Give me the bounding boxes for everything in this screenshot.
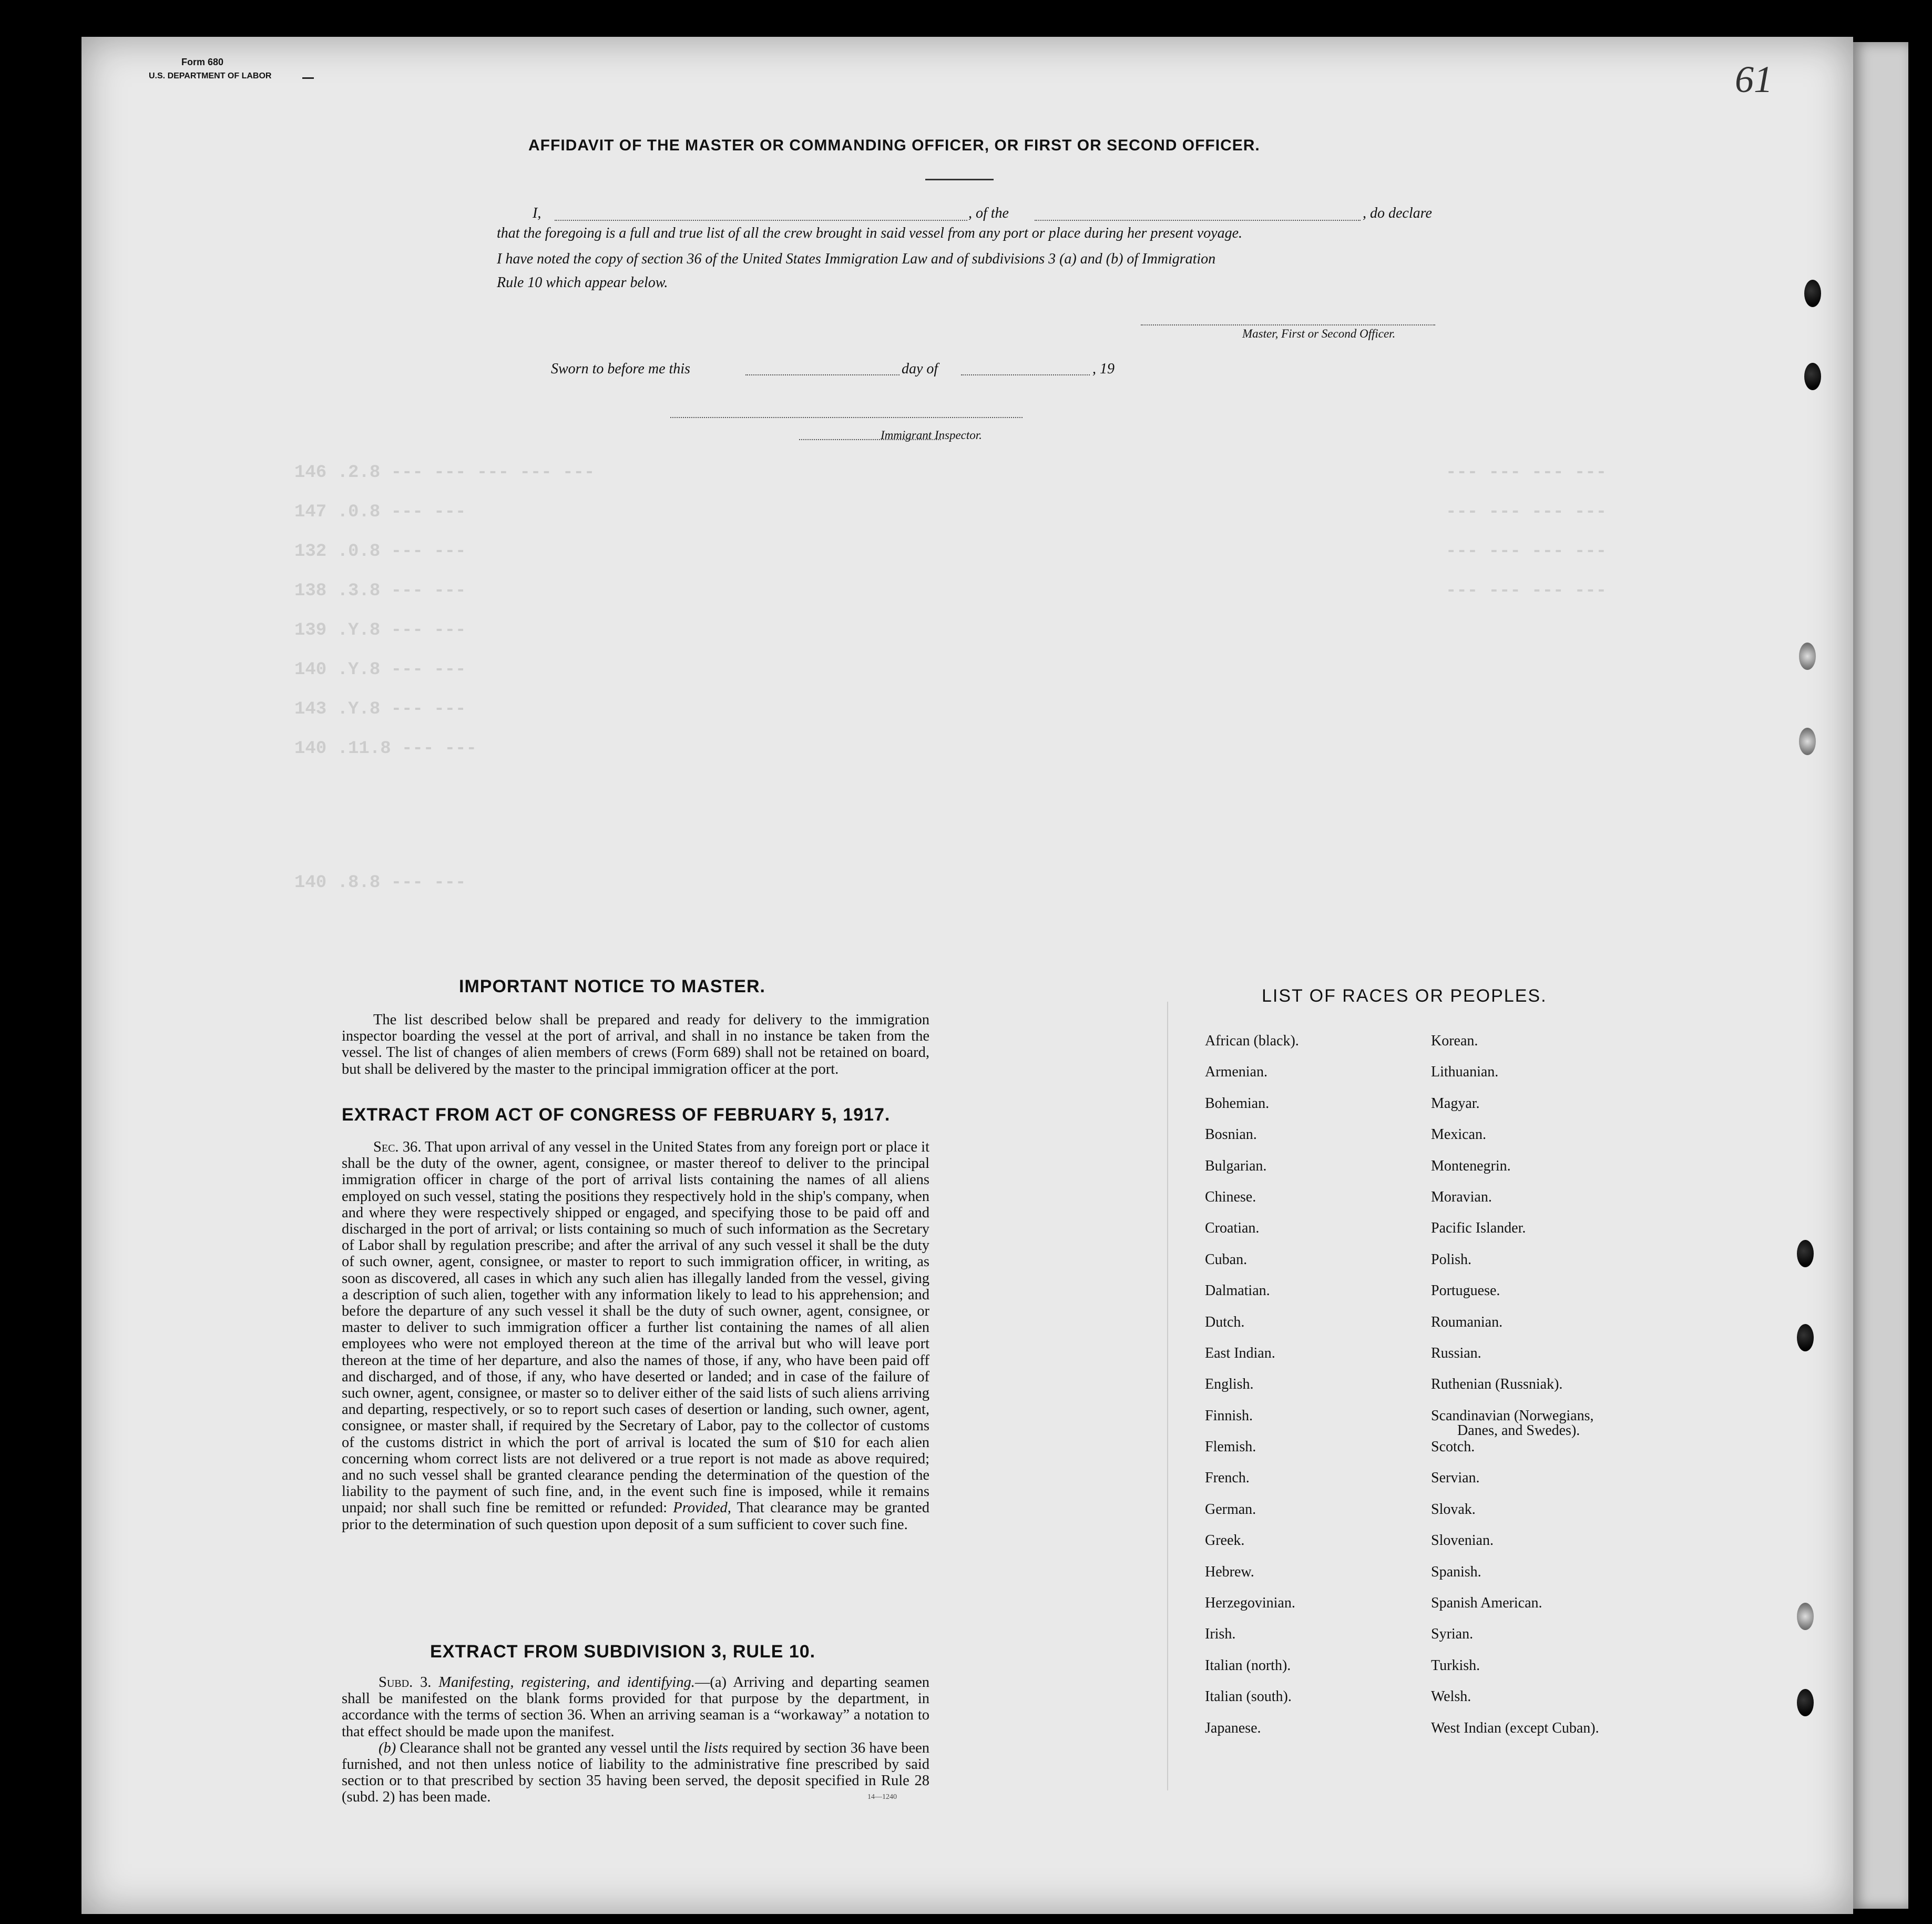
race-item: Spanish. [1431,1563,1481,1580]
declaration-line: Rule 10 which appear below. [497,274,668,291]
bleed-through-row: 139 .Y.8 --- --- [294,620,466,640]
paragraph-b-label: (b) [379,1739,396,1756]
master-signature-blank [1141,324,1435,325]
binder-hole [1799,728,1816,755]
provided-word: Provided, [673,1500,731,1516]
rule-extract-text [342,1674,929,1806]
inspector-label: Immigrant Inspector. [881,429,982,442]
race-item: Cuban. [1205,1251,1248,1268]
race-item: Dutch. [1205,1314,1245,1330]
binder-hole [1799,643,1816,670]
race-item: Japanese. [1205,1719,1261,1736]
race-item: Magyar. [1431,1095,1480,1112]
bleed-through-row: --- --- --- --- [1446,463,1607,483]
race-item: Montenegrin. [1431,1157,1511,1174]
race-item: Scotch. [1431,1439,1475,1455]
race-item: Servian. [1431,1470,1480,1487]
race-item: Ruthenian (Russniak). [1431,1376,1563,1393]
declaration-line: I have noted the copy of section 36 of the United States Immigration Law and of subdivisions 3 (a) and (b) of Immigration [497,251,1216,267]
binder-hole [1797,1240,1814,1267]
race-item: Bulgarian. [1205,1157,1267,1174]
bleed-through-row: 140 .8.8 --- --- [294,873,466,893]
race-item: Danes, and Swedes). [1457,1422,1580,1439]
divider [302,77,314,79]
column-divider [1167,1002,1168,1790]
inspector-signature-blank [670,417,1023,418]
race-item: Mexican. [1431,1126,1486,1143]
notice-text [342,1012,929,1077]
race-item: French. [1205,1470,1250,1487]
race-item: East Indian. [1205,1345,1275,1361]
rule-extract-title: EXTRACT FROM SUBDIVISION 3, RULE 10. [430,1642,816,1662]
bleed-through-row: 140 .Y.8 --- --- [294,660,466,680]
race-item: Chinese. [1205,1188,1256,1205]
vessel-blank [1035,220,1361,221]
race-item: Slovenian. [1431,1532,1494,1549]
sworn-day-blank [745,374,899,375]
binder-hole [1797,1689,1814,1716]
race-item: African (black). [1205,1033,1299,1049]
race-item: Pacific Islander. [1431,1220,1526,1237]
race-item: Portuguese. [1431,1282,1500,1299]
race-item: Lithuanian. [1431,1064,1499,1081]
declaration-mid: , of the [968,205,1009,221]
race-item: Syrian. [1431,1626,1474,1643]
notice-title: IMPORTANT NOTICE TO MASTER. [459,976,765,996]
binder-hole [1797,1324,1814,1351]
bleed-through-row: 132 .0.8 --- --- [294,542,466,562]
bleed-through-row: 147 .0.8 --- --- [294,502,466,522]
races-title: LIST OF RACES OR PEOPLES. [1262,986,1547,1006]
name-blank [555,220,967,221]
race-item: Italian (north). [1205,1657,1291,1674]
binder-hole [1797,1603,1814,1630]
race-item: Bosnian. [1205,1126,1257,1143]
act-extract-title: EXTRACT FROM ACT OF CONGRESS OF FEBRUARY 5, 1917. [342,1105,891,1125]
race-item: Armenian. [1205,1064,1267,1081]
race-item: Scandinavian (Norwegians, [1431,1407,1594,1424]
race-item: Korean. [1431,1033,1478,1049]
master-signature-label: Master, First or Second Officer. [1242,327,1396,340]
page-edge [1853,42,1908,1909]
bleed-through-row: 143 .Y.8 --- --- [294,699,466,719]
race-item: Hebrew. [1205,1563,1254,1580]
race-item: English. [1205,1376,1254,1393]
bleed-through-row: --- --- --- --- [1446,542,1607,562]
race-item: Italian (south). [1205,1688,1292,1705]
section-label: Sec. 36. [373,1139,422,1155]
printer-mark: 14—1240 [867,1793,897,1801]
paragraph-a: —(a) Arriving and departing seamen shall be manifested on the blank forms provided for that purpose by the department, in accordance with the terms of section 36. When an arriving seaman is a “workaway” a notation to that effect should be made upon the manifest. [342,1674,929,1740]
race-item: West Indian (except Cuban). [1431,1719,1599,1736]
bleed-through-row: --- --- --- --- [1446,502,1607,522]
sworn-year: , 19 [1092,361,1115,377]
notice-paragraph: The list described below shall be prepared and ready for delivery to the immigration inspector boarding the vessel at the port of arrival, and shall in no instance be taken from the vessel. The list of changes of alien members of crews (Form 689) shall not be retained on board, but shall be delivered by the master to the principal immigration officer at the port. [342,1012,929,1077]
act-paragraph-end: That clearance may be granted prior to the determination of such question upon deposit of a sum sufficient to cover such fine. [342,1500,929,1533]
race-item: German. [1205,1501,1256,1518]
subdivision-heading: Manifesting, registering, and identifying. [438,1674,695,1691]
race-item: Russian. [1431,1345,1481,1361]
bleed-through-row: 138 .3.8 --- --- [294,581,466,601]
page-number: 61 [1735,58,1773,100]
sworn-month-blank [961,374,1090,375]
declaration-line: that the foregoing is a full and true list of all the crew brought in said vessel from any port or place during her present voyage. [497,225,1243,241]
binder-hole [1804,363,1821,390]
bleed-through-row: --- --- --- --- [1446,581,1607,601]
declaration-prefix: I, [533,205,541,221]
races-column-2 [1431,1033,1599,1751]
subdivision-label: Subd. 3. [379,1674,432,1691]
bleed-through-row: 146 .2.8 --- --- --- --- --- [294,463,595,483]
race-item: Welsh. [1431,1688,1471,1705]
race-item: Slovak. [1431,1501,1476,1518]
race-item: Dalmatian. [1205,1282,1270,1299]
race-item: Roumanian. [1431,1314,1503,1330]
sworn-mid: day of [902,361,938,377]
bleed-through-row: 140 .11.8 --- --- [294,739,477,759]
race-item: Polish. [1431,1251,1472,1268]
declaration-suffix: , do declare [1363,205,1432,221]
paragraph-b-pre: Clearance shall not be granted any vessel until the [400,1739,700,1756]
race-item: Croatian. [1205,1220,1260,1237]
paragraph-b-post: required by section 36 have been furnished, and not then unless notice of liability to the administrative fine prescribed by said section or to that prescribed by section 35 having been served, the deposit specified in Rule 28 (subd. 2) has been made. [342,1739,930,1806]
act-paragraph: That upon arrival of any vessel in the United States from any foreign port or place it shall be the duty of the owner, agent, consignee, or master thereof to deliver to the principal immigration officer in charge of the port of arrival lists containing the names of all aliens employed on such vessel, stating the positions they respectively hold in the ship's company, when and where they were respectively shipped or engaged, and specifying those to be paid off and discharged in the port of arrival; or lists containing so much of such information as the Secretary of Labor shall by regulation prescribe; and after the arrival of any such vessel it shall be the duty of such owner, agent, consignee, or master to report to such immigration officer, in writing, as soon as discovered, all cases in which any such alien has illegally landed from the vessel, giving a description of such alien, together with any information likely to lead to his apprehension; and before the departure of any such vessel it shall be the duty of such owner, agent, consignee, or master to deliver to such immigration officer a further list containing the names of all alien employees who were not employed thereon at the time of the arrival but who will leave port thereon at the time of her departure, and also the names of those, if any, who have been paid off and discharged, and of those, if any, who have deserted or landed; and in case of the failure of such owner, agent, consignee, or master so to deliver either of the said lists of such aliens arriving and departing, respectively, or so to report such cases of desertion or landing, such owner, agent, consignee, or master shall, if required by the Secretary of Labor, pay to the collector of customs of the customs district in which the port of arrival is located the sum of $10 for each alien concerning whom correct lists are not delivered or a true report is not made as above required; and no such vessel shall be granted clearance pending the determination of the question of the liability to the payment of such fine, and, in the event such fine is imposed, while it remains unpaid; nor shall such fine be remitted or refunded: [342,1139,929,1516]
races-column-1 [1205,1033,1299,1751]
paragraph-b-lists: lists [703,1739,728,1756]
department-label: U.S. DEPARTMENT OF LABOR [149,72,272,80]
race-item: Bohemian. [1205,1095,1270,1112]
act-extract-text [342,1139,929,1533]
race-item: Turkish. [1431,1657,1480,1674]
race-item: Flemish. [1205,1439,1256,1455]
race-item: Moravian. [1431,1188,1492,1205]
form-number: Form 680 [181,57,224,67]
race-item: Finnish. [1205,1407,1253,1424]
divider [925,179,994,180]
race-item: Herzegovinian. [1205,1595,1295,1612]
race-item: Spanish American. [1431,1595,1542,1612]
binder-hole [1804,280,1821,307]
sworn-prefix: Sworn to before me this [551,361,690,377]
race-item: Greek. [1205,1532,1245,1549]
affidavit-title: AFFIDAVIT OF THE MASTER OR COMMANDING OFFICER, OR FIRST OR SECOND OFFICER. [528,137,1260,154]
race-item: Irish. [1205,1626,1236,1643]
